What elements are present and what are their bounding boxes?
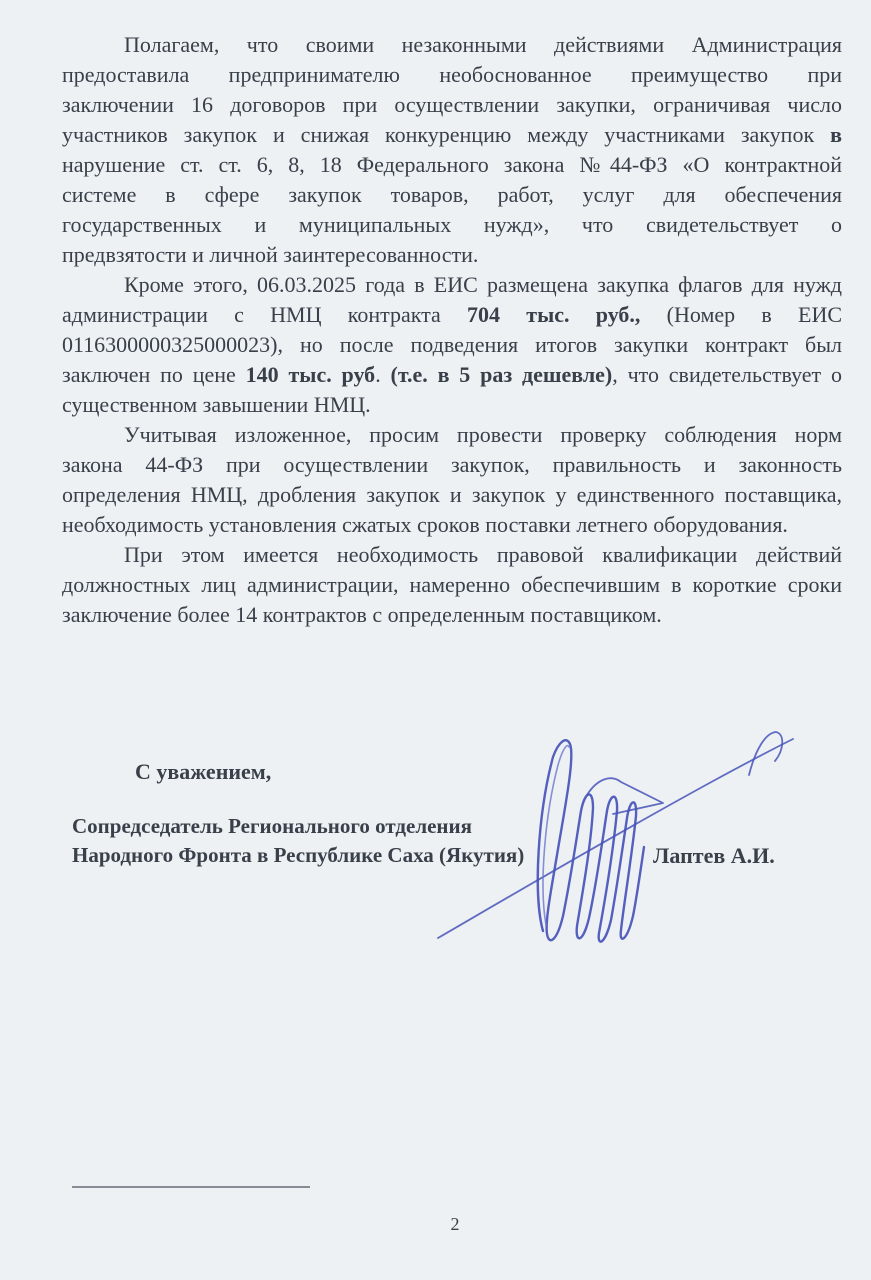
text-line: нарушение ст. ст. 6, 8, 18 Федерального закона №44-ФЗ «О контрактной [62,152,842,177]
paragraph [62,30,842,270]
handwritten-signature-ink [425,695,815,975]
signatory-title-line2: Народного Фронта в Республике Саха (Якутия) [72,843,525,867]
text-line: заключении 16 договоров при осуществлении закупки, ограничивая число [62,92,842,117]
paragraph [62,420,842,540]
paragraph [62,540,842,630]
text-line: государственных и муниципальных нужд», что свидетельствует о [62,212,842,237]
footnote-rule [72,1186,310,1188]
signatory-name: Лаптев А.И. [653,843,775,868]
text-line: системе в сфере закупок товаров, работ, услуг для обеспечения [62,182,842,207]
page-number: 2 [450,1214,460,1234]
text-line: необходимость установления сжатых сроков поставки летнего оборудования. [62,512,788,537]
text-line: 0116300000325000023), но после подведения итогов закупки контракт был [62,332,842,357]
text-line: заключен по цене 140 тыс. руб. (т.е. в 5 раз дешевле), что свидетельствует о [62,362,842,387]
text-line: Полагаем, что своими незаконными действиями Администрация [124,32,842,57]
text-line: существенном завышении НМЦ. [62,392,371,417]
paragraph [62,270,842,420]
text-line: предоставила предпринимателю необоснованное преимущество при [62,62,842,87]
closing-salutation: С уважением, [135,759,272,784]
text-line: администрации с НМЦ контракта 704 тыс. руб., (Номер в ЕИС [62,302,843,327]
text-line: заключение более 14 контрактов с определенным поставщиком. [62,602,662,627]
text-line: Учитывая изложенное, просим провести проверку соблюдения норм [124,422,842,447]
text-line: должностных лиц администрации, намеренно обеспечившим в короткие сроки [62,572,842,597]
text-line: При этом имеется необходимость правовой квалификации действий [124,542,842,567]
text-line: определения НМЦ, дробления закупок и закупок у единственного поставщика, [62,482,842,507]
text-line: предвзятости и личной заинтересованности. [62,242,479,267]
text-line: Кроме этого, 06.03.2025 года в ЕИС размещена закупка флагов для нужд [124,272,842,297]
signatory-title-line1: Сопредседатель Регионального отделения [72,814,472,838]
text-line: закона 44-ФЗ при осуществлении закупок, правильность и законность [62,452,842,477]
letter-body [62,30,842,630]
text-line: участников закупок и снижая конкуренцию между участниками закупок в [62,122,842,147]
